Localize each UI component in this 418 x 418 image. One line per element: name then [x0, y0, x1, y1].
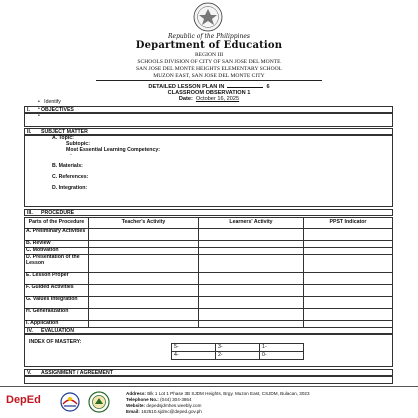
col-parts: Parts of the Procedure [25, 218, 89, 229]
cell[interactable] [89, 248, 199, 255]
cell[interactable] [304, 285, 393, 297]
row-label: B. Review [25, 241, 89, 248]
cell[interactable] [199, 248, 304, 255]
cell[interactable] [304, 241, 393, 248]
evaluation-label: EVALUATION [41, 328, 74, 334]
deped-logo [6, 394, 41, 406]
col-teacher: Teacher's Activity [89, 218, 199, 229]
integration-label: D. Integration: [52, 185, 88, 191]
region-text: REGION III [194, 52, 224, 58]
address-value: Blk 1 Lot 1 Phase 3B SJDM Heights, Brgy. Muzon East, CSJDM, Bulacan, 3023 [147, 391, 310, 396]
grade-number: 6 [266, 84, 270, 90]
deped-logo-text: DepEd [6, 394, 41, 406]
row-label: H. Generalization [25, 309, 89, 321]
cell[interactable] [304, 248, 393, 255]
phone-label: Telephone No.: [126, 397, 159, 402]
website-value[interactable]: depedsjdmhes.weebly.com [146, 403, 202, 408]
mastery-cell[interactable]: 4- [172, 352, 216, 360]
cell[interactable] [199, 229, 304, 241]
procedure-label: PROCEDURE [41, 210, 75, 216]
assignment-label: ASSIGNMENT / AGREEMENT [41, 370, 113, 376]
materials-label: B. Materials: [52, 163, 83, 169]
objective-bullet-2: • [38, 106, 40, 112]
email-value[interactable]: 162510.sjdmc@deped.gov.ph [141, 409, 202, 414]
phone-value: (044) 304-3864 [160, 397, 192, 402]
footer-website [126, 403, 201, 408]
footer-divider [0, 386, 418, 387]
bagong-pilipinas-logo-icon [60, 392, 80, 412]
footer-address [126, 391, 310, 396]
cell[interactable] [89, 285, 199, 297]
mastery-cell[interactable]: 3- [216, 344, 260, 352]
school-name: SAN JOSE DEL MONTE HEIGHTS ELEMENTARY SCHOOL [135, 66, 283, 72]
mastery-row [172, 352, 304, 360]
table-row [25, 229, 393, 241]
website-label: Website: [126, 403, 146, 408]
footer-email [126, 409, 202, 414]
cell[interactable] [199, 285, 304, 297]
assignment-box [24, 376, 393, 384]
assignment-heading [24, 369, 393, 376]
objectives-label: OBJECTIVES [41, 107, 74, 113]
cell[interactable] [199, 309, 304, 321]
table-row [25, 285, 393, 297]
objective-bullet-1: • Identify [38, 99, 61, 105]
objectives-heading [24, 106, 393, 113]
assignment-num: V. [27, 370, 32, 376]
cell[interactable] [304, 229, 393, 241]
cell[interactable] [304, 297, 393, 309]
row-label: C. Motivation [25, 248, 89, 255]
procedure-heading [24, 209, 393, 216]
cell[interactable] [304, 255, 393, 273]
header-divider [96, 80, 322, 81]
cell[interactable] [304, 273, 393, 285]
objectives-box [24, 113, 393, 127]
mastery-table [171, 343, 304, 360]
date-line [0, 96, 418, 102]
evaluation-num: IV. [27, 328, 33, 334]
cell[interactable] [89, 309, 199, 321]
cell[interactable] [89, 241, 199, 248]
table-row [25, 297, 393, 309]
subject-matter-heading [24, 128, 393, 135]
cell[interactable] [199, 273, 304, 285]
row-label: D. Presentation of the Lesson [25, 255, 89, 273]
col-learners: Learners' Activity [199, 218, 304, 229]
department-title: Department of Education [135, 40, 283, 51]
row-label: G. Values Integration [25, 297, 89, 309]
objective-bullet-3: • [38, 113, 40, 119]
republic-text: Republic of the Philippines [168, 33, 250, 40]
title-prefix: DETAILED LESSON PLAN IN [148, 84, 225, 90]
subject-blank[interactable] [227, 87, 263, 88]
school-seal-icon [88, 391, 110, 413]
date-label: Date: [178, 96, 193, 102]
col-ppst: PPST Indicator [304, 218, 393, 229]
date-value: October 16, 2025 [195, 96, 240, 102]
subject-matter-num: II. [27, 129, 32, 135]
observation-title: CLASSROOM OBSERVATION 1 [167, 90, 251, 96]
school-address: MUZON EAST, SAN JOSE DEL MONTE CITY [153, 73, 265, 79]
mastery-cell[interactable]: 1- [260, 344, 304, 352]
cell[interactable] [199, 297, 304, 309]
cell[interactable] [89, 229, 199, 241]
deped-seal-icon [193, 2, 223, 32]
mastery-cell[interactable]: 5- [172, 344, 216, 352]
mastery-cell[interactable]: 2- [216, 352, 260, 360]
row-label: A. Preliminary Activities [25, 229, 89, 241]
subtopic-label: Subtopic: [66, 141, 90, 147]
objective-text-1: Identify [44, 99, 61, 105]
mastery-row [172, 344, 304, 352]
topic-label: A. Topic: [52, 135, 74, 141]
row-label: F. Guided Activities [25, 285, 89, 297]
row-label: E. Lesson Proper [25, 273, 89, 285]
subject-matter-label: SUBJECT MATTER [41, 129, 88, 135]
table-row [25, 309, 393, 321]
objectives-num: I. [27, 107, 30, 113]
cell[interactable] [89, 273, 199, 285]
mastery-cell[interactable]: 0- [260, 352, 304, 360]
row-label: I. Application [25, 321, 89, 328]
procedure-header-row [25, 218, 393, 229]
cell[interactable] [304, 309, 393, 321]
footer-phone [126, 397, 192, 402]
mastery-label: INDEX OF MASTERY: [29, 339, 82, 345]
table-row [25, 241, 393, 248]
references-label: C. References: [52, 174, 89, 180]
email-label: Email: [126, 409, 140, 414]
table-row [25, 255, 393, 273]
evaluation-heading [24, 327, 393, 334]
melc-label: Most Essential Learning Competency: [66, 147, 160, 153]
cell[interactable] [199, 255, 304, 273]
cell[interactable] [89, 297, 199, 309]
cell[interactable] [89, 255, 199, 273]
melc-bullet: - [70, 152, 72, 158]
address-label: Address: [126, 391, 146, 396]
procedure-num: III. [27, 210, 33, 216]
table-row [25, 273, 393, 285]
procedure-table [24, 217, 393, 328]
cell[interactable] [199, 241, 304, 248]
division-text: SCHOOLS DIVISION OF CITY OF SAN JOSE DEL MONTE [137, 59, 281, 65]
